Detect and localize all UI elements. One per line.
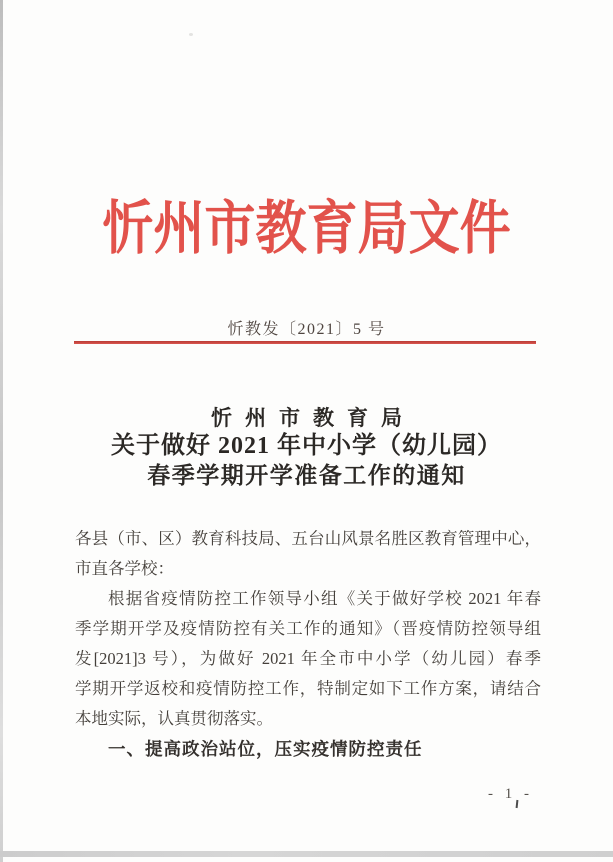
body-line-paragraph-5: 本地实际，认真贯彻落实。 [75,709,273,728]
letterhead-red-rule [74,341,536,344]
scan-speck-faint [189,33,193,36]
body-line-addressees: 各县（市、区）教育科技局、五台山风景名胜区教育管理中心， [75,529,541,548]
notice-title-issuer: 忻州市教育局 [211,406,415,430]
notice-title-block [0,404,613,490]
section-heading-1: 一、提高政治站位，压实疫情防控责任 [108,739,423,759]
body-line-addressees-2: 市直各学校： [75,559,174,578]
document-reference-number: 忻教发〔2021〕5 号 [227,321,386,338]
body-line-paragraph-4: 学期开学返校和疫情防控工作，特制定如下工作方案，请结合 [75,679,541,698]
body-line-paragraph-2: 季学期开学及疫情防控有关工作的通知》（晋疫情防控领导组 [75,619,541,638]
body-line-paragraph-3: 发[2021]3 号），为做好 2021 年全市中小学（幼儿园）春季 [75,649,541,668]
document-body [75,524,541,764]
notice-title-line-3: 春季学期开学准备工作的通知 [147,463,466,488]
page-number: - 1 - [488,786,533,802]
agency-letterhead-title: 忻州市教育局文件 [102,196,511,261]
notice-title-line-2: 关于做好 2021 年中小学（幼儿园） [111,433,502,459]
scan-edge-bottom [0,851,613,857]
body-line-paragraph-1: 根据省疫情防控工作领导小组《关于做好学校 2021 年春 [108,589,541,608]
